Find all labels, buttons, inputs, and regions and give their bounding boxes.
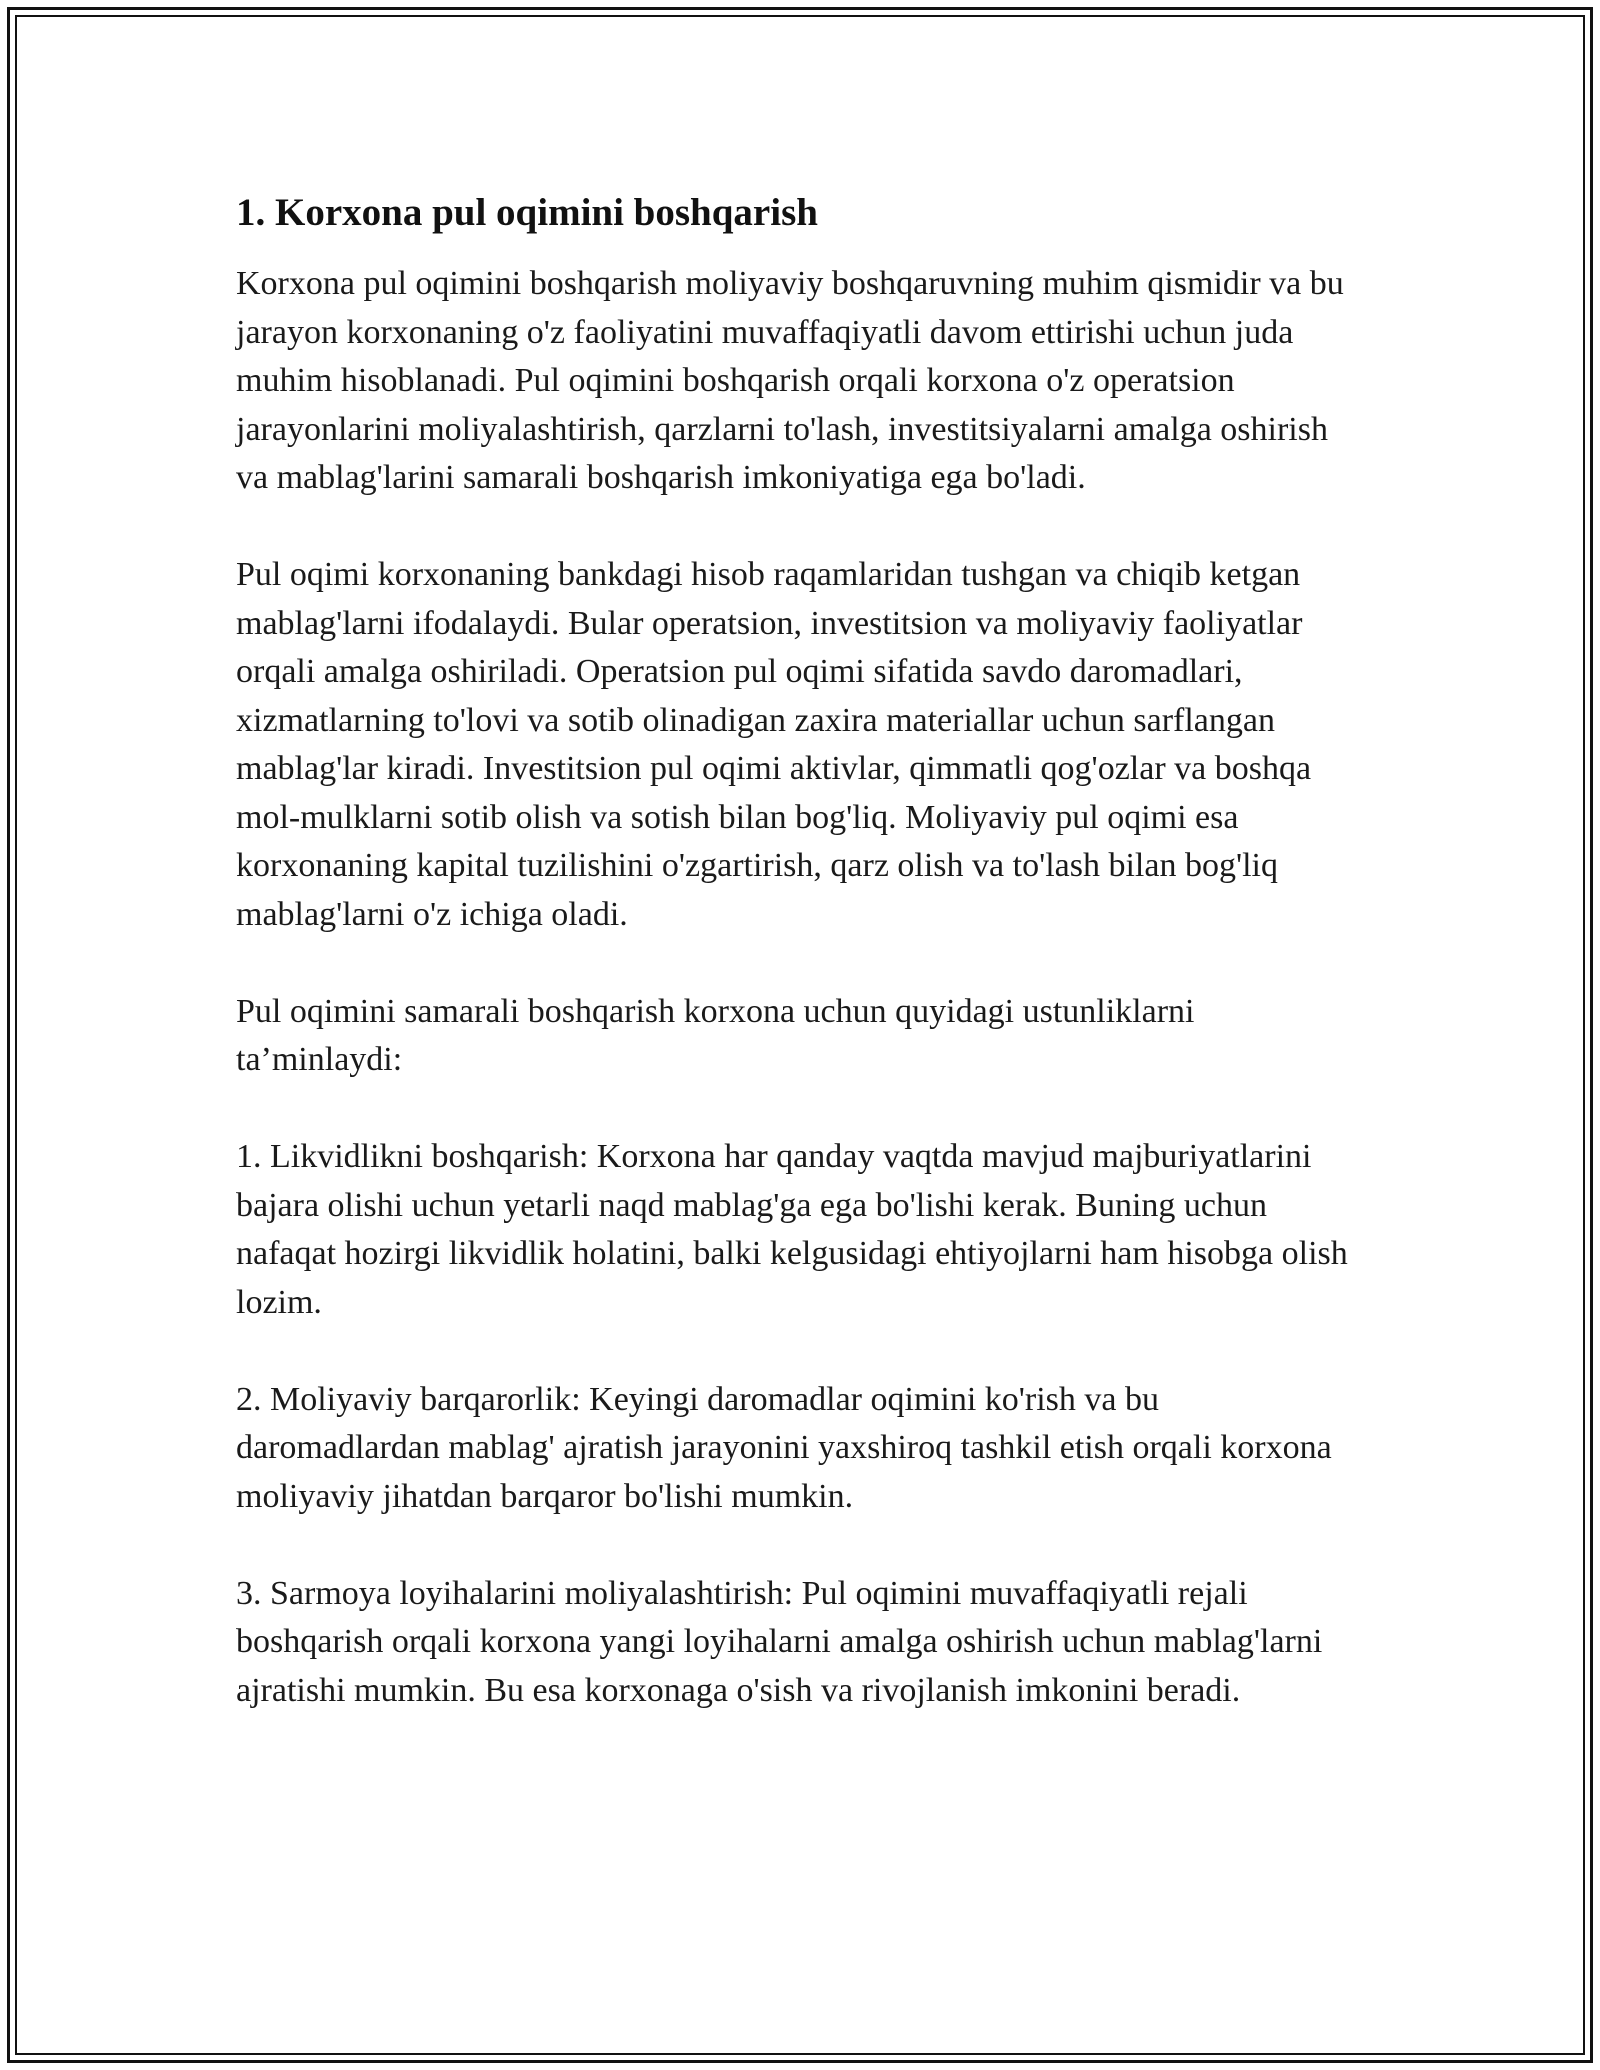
list-item-investment-financing: 3. Sarmoya loyihalarini moliyalashtirish: Pul oqimini muvaffaqiyatli rejali boshqarish orqali korxona yangi loyihalarni amalga oshirish uchun mablag'larni ajratishi mumkin. Bu esa korxonaga o'sish va rivojlanish imkonini beradi. xyxy=(236,1574,1323,1709)
paragraph-intro: Korxona pul oqimini boshqarish moliyaviy boshqaruvning muhim qismidir va bu jarayon korxonaning o'z faoliyatini muvaffaqiyatli davom ettirishi uchun juda muhim hisoblanadi. Pul oqimini boshqarish orqali korxona o'z operatsion jarayonlarini moliyalashtirish, qarzlarni to'lash, investitsiyalarni amalga oshirish va mablag'larini samarali boshqarish imkoniyatiga ega bo'ladi. xyxy=(236,265,1344,496)
list-item-liquidity: 1. Likvidlikni boshqarish: Korxona har qanday vaqtda mavjud majburiyatlarini bajara olishi uchun yetarli naqd mablag'ga ega bo'lishi kerak. Buning uchun nafaqat hozirgi likvidlik holatini, balki kelgusidagi ehtiyojlarni ham hisobga olish lozim. xyxy=(236,1138,1348,1321)
section-heading: 1. Korxona pul oqimini boshqarish xyxy=(236,191,818,234)
document-body xyxy=(236,186,1366,1764)
paragraph-cash-flow-types: Pul oqimi korxonaning bankdagi hisob raqamlaridan tushgan va chiqib ketgan mablag'larni ifodalaydi. Bular operatsion, investitsion va moliyaviy faoliyatlar orqali amalga oshiriladi. Operatsion pul oqimi sifatida savdo daromadlari, xizmatlarning to'lovi va sotib olinadigan zaxira materiallar uchun sarflangan mablag'lar kiradi. Investitsion pul oqimi aktivlar, qimmatli qog'ozlar va boshqa mol-mulklarni sotib olish va sotish bilan bog'liq. Moliyaviy pul oqimi esa korxonaning kapital tuzilishini o'zgartirish, qarz olish va to'lash bilan bog'liq mablag'larni o'z ichiga oladi. xyxy=(236,556,1312,933)
paragraph-advantages-intro: Pul oqimini samarali boshqarish korxona uchun quyidagi ustunliklarni ta’minlaydi: xyxy=(236,992,1195,1078)
list-item-financial-stability: 2. Moliyaviy barqarorlik: Keyingi daromadlar oqimini ko'rish va bu daromadlardan mablag' ajratish jarayonini yaxshiroq tashkil etish orqali korxona moliyaviy jihatdan barqaror bo'lishi mumkin. xyxy=(236,1380,1332,1515)
